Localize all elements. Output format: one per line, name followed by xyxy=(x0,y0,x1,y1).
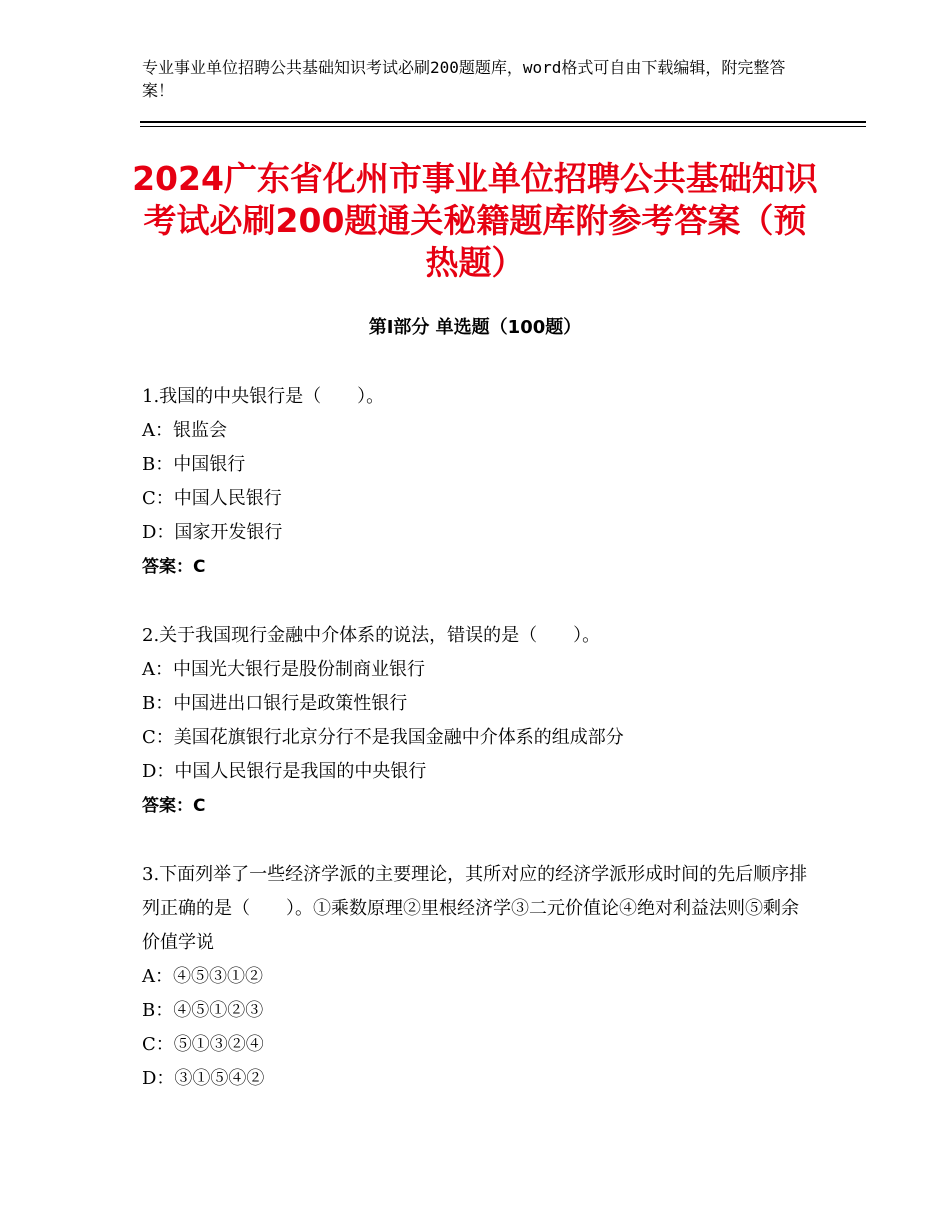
option-a: A：银监会 xyxy=(142,420,227,441)
option-b: B：④⑤①②③ xyxy=(142,1000,264,1021)
header-divider-thin xyxy=(140,126,866,127)
option-c: C：⑤①③②④ xyxy=(142,1034,264,1055)
option-d: D：中国人民银行是我国的中央银行 xyxy=(142,761,427,782)
question-3 xyxy=(142,858,812,1096)
answer: 答案：C xyxy=(142,796,206,816)
question-text: 1.我国的中央银行是（ ）。 xyxy=(142,386,385,407)
question-text: 2.关于我国现行金融中介体系的说法，错误的是（ ）。 xyxy=(142,625,601,646)
answer: 答案：C xyxy=(142,557,206,577)
option-b: B：中国进出口银行是政策性银行 xyxy=(142,693,408,714)
option-d: D：③①⑤④② xyxy=(142,1068,265,1089)
header-note: 专业事业单位招聘公共基础知识考试必刷200题题库，word格式可自由下载编辑，附完整答案！ xyxy=(142,58,786,100)
option-b: B：中国银行 xyxy=(142,454,246,475)
option-a: A：④⑤③①② xyxy=(142,966,263,987)
document-title: 2024广东省化州市事业单位招聘公共基础知识考试必刷200题通关秘籍题库附参考答案（预热题） xyxy=(132,159,818,282)
option-c: C：美国花旗银行北京分行不是我国金融中介体系的组成部分 xyxy=(142,727,624,748)
option-d: D：国家开发银行 xyxy=(142,522,283,543)
question-text: 3.下面列举了一些经济学派的主要理论，其所对应的经济学派形成时间的先后顺序排列正确的是（ ）。①乘数原理②里根经济学③二元价值论④绝对利益法则⑤剩余价值学说 xyxy=(142,864,808,953)
option-a: A：中国光大银行是股份制商业银行 xyxy=(142,659,425,680)
option-c: C：中国人民银行 xyxy=(142,488,282,509)
question-1 xyxy=(142,380,812,584)
question-2 xyxy=(142,619,812,823)
section-title: 第Ⅰ部分 单选题（100题） xyxy=(368,317,582,338)
header-divider-thick xyxy=(140,121,866,123)
